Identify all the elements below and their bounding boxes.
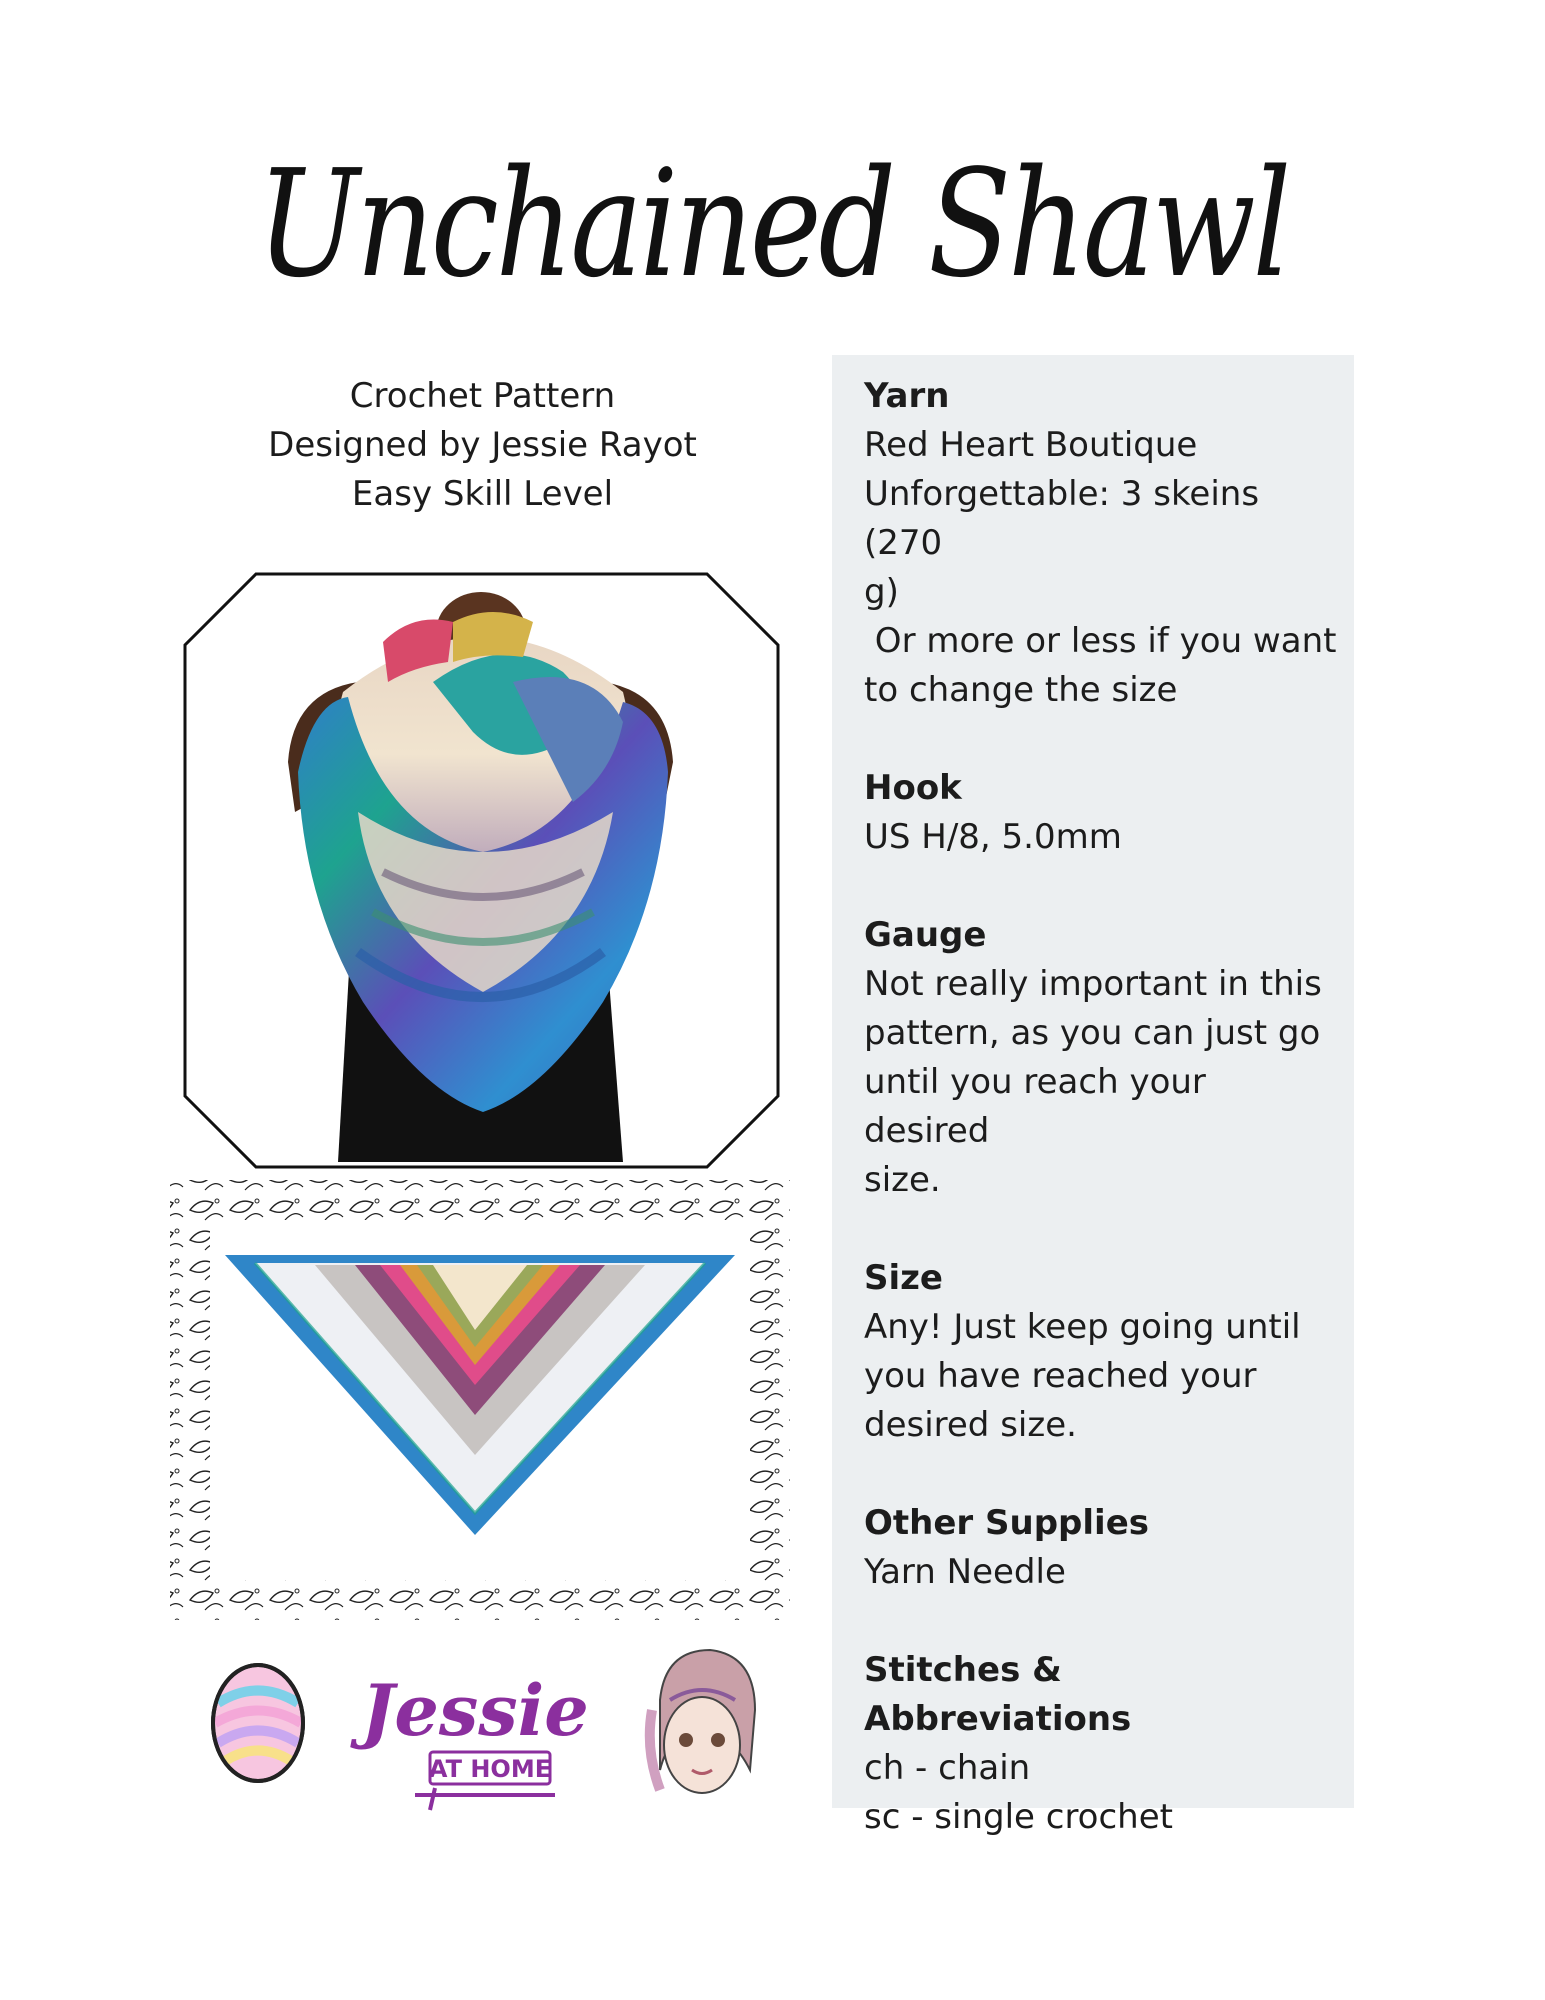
size-section: [864, 1254, 1334, 1450]
designer-credit: Designed by Jessie Rayot: [268, 425, 697, 465]
size-line: Any! Just keep going until: [864, 1307, 1301, 1347]
size-line: you have reached your: [864, 1356, 1257, 1396]
yarn-line: Unforgettable: 3 skeins (270: [864, 474, 1260, 563]
yarn-ball-logo: [203, 1658, 313, 1788]
yarn-line: g): [864, 572, 899, 612]
brand-logos: [185, 1640, 785, 1815]
yarn-section: [864, 372, 1337, 715]
hook-section: [864, 764, 1334, 862]
yarn-line: Red Heart Boutique: [864, 425, 1198, 465]
pattern-title: Unchained Shawl: [256, 138, 1289, 310]
gauge-section: [864, 911, 1334, 1205]
gauge-line: size.: [864, 1160, 941, 1200]
at-home-logo-text: AT HOME: [428, 1755, 552, 1783]
stitches-section: [864, 1646, 1334, 1842]
jessie-logo-mark: [361, 1640, 589, 1815]
supplies-heading: Other Supplies: [864, 1503, 1149, 1543]
size-line: desired size.: [864, 1405, 1077, 1445]
pattern-intro: [180, 372, 785, 519]
gauge-line: Not really important in this: [864, 964, 1322, 1004]
skill-level: Easy Skill Level: [351, 474, 614, 514]
jessie-at-home-logo: [361, 1640, 589, 1815]
supplies-line: Yarn Needle: [864, 1552, 1066, 1592]
jessie-logo-text: Jessie: [361, 1669, 589, 1752]
yarn-line: to change the size: [864, 670, 1178, 710]
gauge-line: pattern, as you can just go: [864, 1013, 1321, 1053]
gauge-heading: Gauge: [864, 915, 987, 955]
shawl-on-mannequin-photo: [183, 572, 780, 1169]
materials-panel: [832, 355, 1354, 1837]
pattern-type: Crochet Pattern: [349, 376, 616, 416]
gauge-line: until you reach your desired: [864, 1062, 1206, 1151]
flat-shawl-photo: [185, 1195, 775, 1605]
size-heading: Size: [864, 1258, 943, 1298]
yarn-line: Or more or less if you want: [864, 621, 1337, 661]
hook-heading: Hook: [864, 768, 962, 808]
hook-line: US H/8, 5.0mm: [864, 817, 1122, 857]
stitches-heading: Stitches & Abbreviations: [864, 1650, 1132, 1739]
yarn-heading: Yarn: [864, 376, 950, 416]
stitches-line: sc - single crochet: [864, 1797, 1173, 1837]
stitches-line: ch - chain: [864, 1748, 1031, 1788]
designer-portrait-logo: [640, 1640, 765, 1815]
supplies-section: [864, 1499, 1334, 1597]
